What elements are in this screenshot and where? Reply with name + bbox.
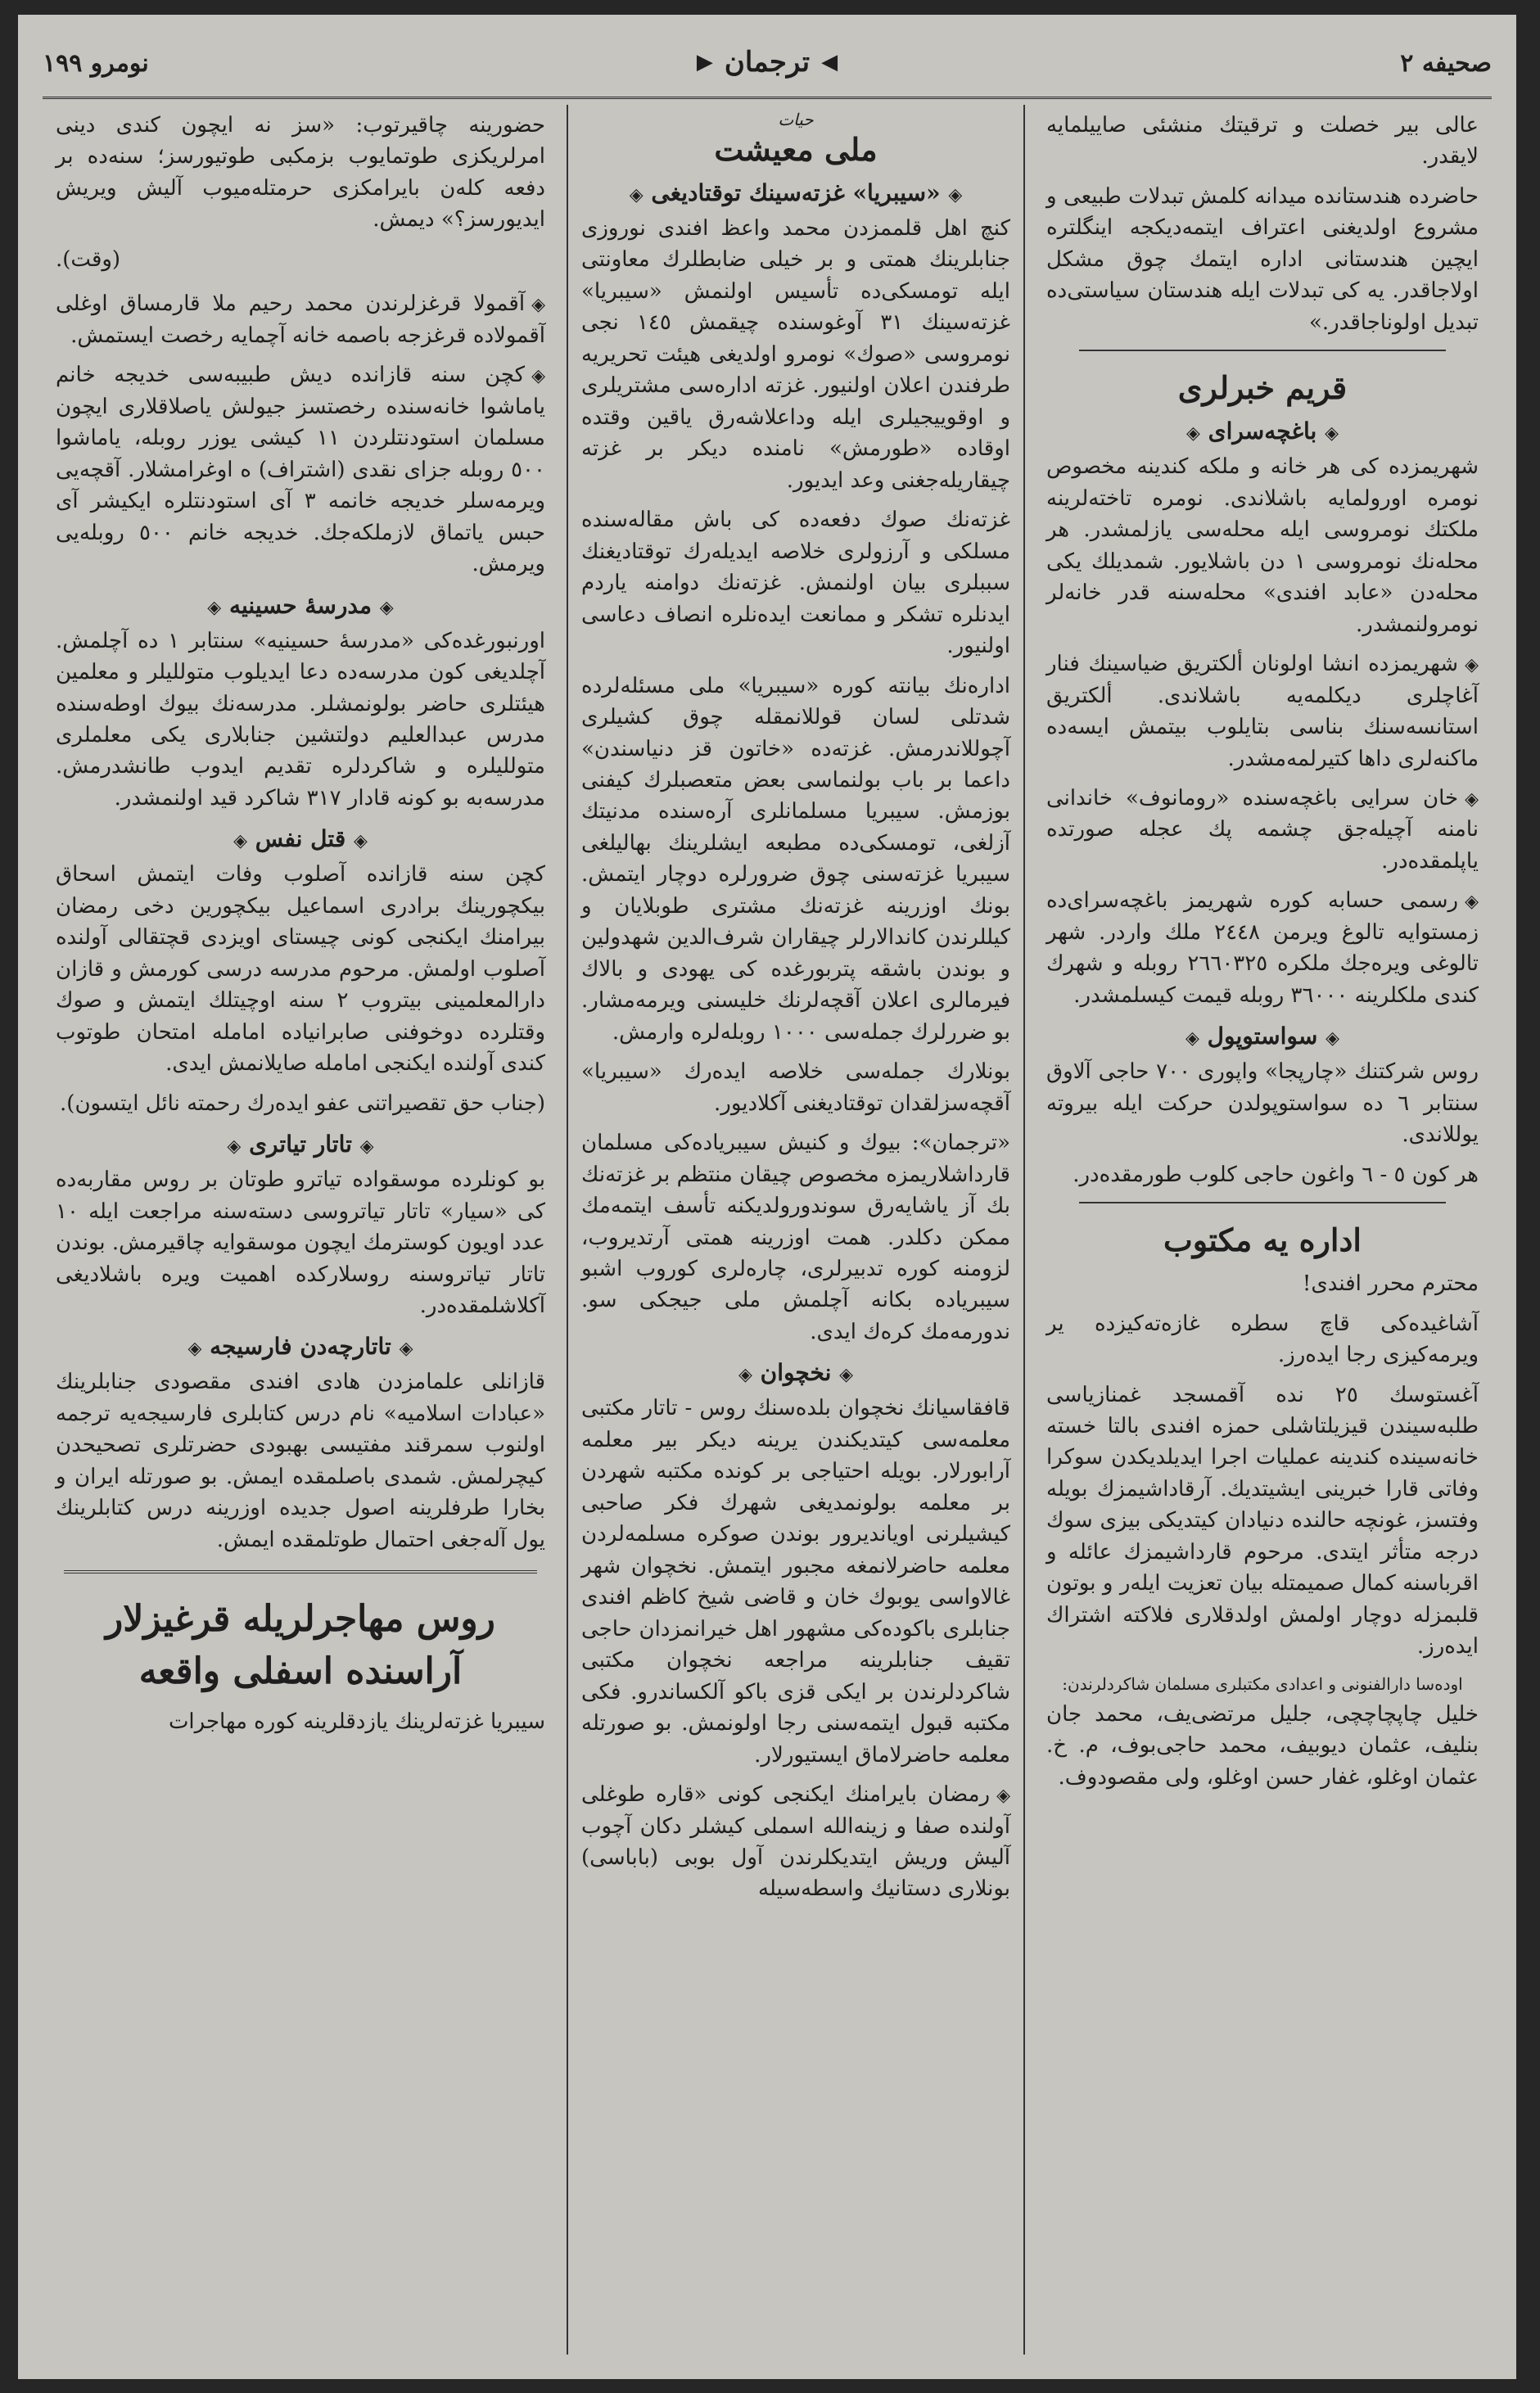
ornament-icon: ◈ (353, 830, 368, 852)
ornament-icon: ◈ (1325, 422, 1339, 445)
ornament-icon: ◈ (227, 1136, 242, 1158)
paragraph: حاضرده هندستانده میدانه کلمش تبدلات طبیعی و مشروع اولدیغنی اعتراف ایتمه‌دیکجه اینگلتره ایچین هندستانی اداره ایتمك چوق مشکل اولاجاقدر. یه کی تبدلات ایله هندستان سیاستی‌ده تبدیل اولوناجاقدر.» (1046, 183, 1479, 335)
paragraph: قافقاسیانك نخچوان بلدەسنك روس - تاتار مکتبی معلمه‌سی کیتدیکندن یرینه دیکر بیر معلمه آرابورلار. بویله احتیاجی بر کونده مکتبه شهردن بر معلمه بولونمدیغی شهرك فکر صاحبی کیشیلرنی اویاندیرور بوندن صوکره مسلمه‌لردن معلمه حاضرلانمغه مجبور ایتمش. نخچوان شهر غالاواسی یوبوك خان و قاضی شیخ کاظم افندی جنابلری باکوده‌کی مشهور اهل خیرانمزدان حاجی تقیف جنابلرینه مراجعه نخچوان مکتبی شاکردلرندن بر ایکی قزی باکو آلکساندرو. فکی مکتبه قبول ایتمه‌سنی رجا اولونمش. بو صورتله معلمه حاضرلاماق ایستیورلار. (581, 1396, 1010, 1768)
arrow-right-ornament-icon: ◀ (821, 50, 838, 74)
paper-title (697, 46, 838, 79)
subheading: ◈ تاتار تیاتری ◈ (227, 1131, 374, 1158)
ornament-icon: ◈ (531, 366, 545, 387)
ornament-icon: ◈ (1465, 892, 1479, 913)
subheading: ◈ سواستوپول ◈ (1185, 1023, 1340, 1050)
ornament-icon: ◈ (399, 1338, 413, 1360)
section-heading: اداره یه مکتوب (1163, 1221, 1362, 1259)
paragraph: «ترجمان»: بیوك و کنیش سیبریاده‌کی مسلمان قارداشلاریمزه مخصوص چیقان منتظم بر غزته‌نك بك آز یاشایه‌رق سوندورولدیکنه تأسف ایتمه‌مك ممکن دکلدر. همت اوزرینه همتی آرتدیروب، لزومنه کوره تدبیرلری، چاره‌لری کوروب اشبو سیبریاده بکانه آچلمش ملی جیجکی سو. ندورمه‌مك کرەك ایدی. (581, 1131, 1010, 1344)
ornament-icon: ◈ (207, 596, 222, 618)
signers-list: خلیل چاپچاچچی، جلیل مرتضی‌یف، محمد جان بنلیف، عثمان دیوبیف، محمد حاجی‌بوف، م. خ. عثمان اوغلو، غفار حسن اوغلو، ولی مقصودوف. (1046, 1701, 1479, 1790)
paragraph: آغستوسك ٢٥ نده آقمسجد غمنازیاسی طلبه‌سیندن قیزیلتاشلی حمزه افندی بالتا خسته خانه‌سینده کندینه عملیات اجرا ایدیلدیکدن سوکرا وفاتی قارا خبرینی ایشیتدیك. آرقاداشیمزك بویله وفتسز، غونچه حالنده دنیادان کیتدیکی بیزی سوك درجه متأثر ایتدی. مرحوم قارداشیمزك عائله و اقرباسنه کمال صمیمتله بیان تعزیت ایله‌ر و بوتون قلبمزله دوچار اولمش اولدقلاری فلاکته اشتراك ایدەرز. (1046, 1382, 1479, 1659)
paragraph: اداره‌نك بیانته کوره «سیبریا» ملی مسئله‌لرده شدتلی لسان قوللانمقله چوق کشیلری آچوللاندرمش. غزته‌ده «خاتون قز دنیاسندن» داعما بر باب بولنماسی بعض متعصبلرك کیفنی بوزمش. سیبریا مسلمانلری آره‌سنده مدنیتك آزلغی، تومسکی‌ده مطبعه ایشلرینك بهالیلغی سیبریا غزته‌سنی چوق ضرورلره دوچار ایتمش. بونك اوزرینه غزته‌نك مشتری طوبلایان و کیللرندن کاندالارلر چیقاران شرف‌الدین شهدولین و بوندن باشقه پتربورغده کی یهودی و بالاك فیرمالری اعلان آقچه‌لرنك خلیسنی ویرمه‌مشار. بو ضررلرك جمله‌سی ١٠٠٠ روبله‌لره وارمش. (581, 673, 1010, 1045)
paragraph: ◈شهریمزده انشا اولونان ألکتریق ضیاسینك فنار آغاچلری دیکلمه‌یه باشلاندی. ألکتریق استانسه‌سنك بناسی بتایلوب بیتمش ایسه‌ده ماکنه‌لری داها کتیرلمه‌مشدر. (1046, 652, 1479, 771)
subheading: ◈ تاتارچه‌دن فارسیجه ◈ (187, 1333, 413, 1361)
paragraph: (جناب حق تقصیراتنی عفو ایدەرك رحمته نائل ایتسون). (60, 1090, 545, 1116)
ornament-icon: ◈ (359, 1136, 374, 1158)
divider (1079, 1202, 1446, 1203)
left-column (43, 105, 558, 2355)
paragraph: کچن سنه قازانده آصلوب وفات ایتمش اسحاق بیکچورینك برادری اسماعیل بیکچورین دخی رمضان بیرامنك ایکنجی کونی چیستای اویزدی قچتقالی آولنده آصلوب اولمش. مرحوم مدرسه درسی کورمش و قازان دارالمعلمینی بیتروب ٢ سنه اوچیتلك ایتمش و صوك وقتلرده دوخوفنی صابرانیاده امامله امتحان طوتوب کندی آولنده ایکنجی امامله صایلانمش ایدی. (56, 862, 546, 1077)
ornament-icon: ◈ (948, 184, 963, 205)
ornament-icon: ◈ (1185, 422, 1200, 445)
subheading: ◈ باغچه‌سرای ◈ (1185, 418, 1339, 445)
paragraph: ◈کچن سنه قازانده دیش طبیبه‌سی خدیجه خانم یاماشوا خانه‌سنده رخصتسز جیولش یاصلاقلاری ایچون مسلمان استودنتلردن ١١ کیشی یوزر روبله، یاماشوا ٥٠٠ روبله جزای نقدی (اشتراف) ه اوغرامشلار. آقچه‌یی ویرمه‌سلر خدیجه خانمه ٣ آی استودنتلره ایکیشر آی حبس یاتماق لازملکه‌جك. خدیجه خانم ٥٠٠ روبله‌یی ویرمش. (56, 363, 545, 577)
paragraph: آشاغیده‌کی قاچ سطره غازه‌ته‌کیزده یر ویرمه‌کیزی رجا ایدەرز. (1046, 1311, 1479, 1368)
divider (1079, 350, 1446, 351)
paragraph: غزته‌نك صوك دفعه‌ده کی باش مقاله‌سنده مسلکی و آرزولری خلاصه ایدیله‌رك توقتادیغنك سببلری بیان اولنمش. غزته‌نك دوامنه یاردم ایدنلره تشکر و ممانعت ایدەنلره انصاف دعاسی اولنیور. (581, 508, 1010, 659)
subheading: ◈ «سیبریا» غزته‌سینك توقتادیغی ◈ (629, 179, 963, 206)
handwritten-note: حیات (778, 110, 814, 129)
paragraph: ◈خان سرایی باغچه‌سنده «رومانوف» خاندانی نامنه آچیله‌جق چشمه پك عجله صورتده یاپلمقده‌در. (1046, 785, 1479, 874)
ornament-icon: ◈ (996, 1786, 1010, 1807)
paragraph: قازانلی علمامزدن هادی افندی مقصودی جنابلرینك «عبادات اسلامیه» نام درس کتابلری فارسیجه‌یه ترجمه اولنوب سمرقند مفتیسی بهبودی حضرتلری تصحیحدن کیچرلمش. شمدی باصلمقده ایمش. بو صورتله ایران و بخارا طرفلرینه اصول جدیده اوزرینه درس کتابلرینك یول آله‌جغی احتمال طوتلمقده ایمش. (56, 1370, 545, 1552)
paragraph: محترم محرر افندی! (1302, 1271, 1479, 1297)
ornament-icon: ◈ (379, 596, 394, 618)
signers-label: اودەسا دارالفنونی و اعدادی مکتبلری مسلمان شاکردلرندن: (1062, 1673, 1463, 1694)
divider (64, 1570, 537, 1574)
ornament-icon: ◈ (233, 830, 248, 852)
ornament-icon: ◈ (531, 295, 545, 316)
ornament-icon: ◈ (1325, 1027, 1340, 1050)
ornament-icon: ◈ (1465, 655, 1479, 676)
paragraph: هر کون ٥ - ٦ واغون حاجی کلوب طورمقده‌در. (1073, 1162, 1479, 1187)
paragraph: سیبریا غزته‌لرینك یازدقلرینه کوره مهاجرات (168, 1709, 545, 1734)
paragraph: کنچ اهل قلممزدن محمد واعظ افندی نوروزی جنابلرینك همتی و بر خیلی ضابطلرك معاونتی ایله تومسکی‌ده تأسیس اولنمش «سیبریا» غزته‌سینك ٣١ آوغوسنده چیقمش ١٤٥ نجی نومروسی «صوك» نومرو اولدیغی هیئت تحریریه طرفندن اعلان اولنیور. غزته اداره‌سی مشتریلری و اوقوییجیلری ایله وداعلاشه‌رق یاقین وقتده اوقاده «طورمش» نامنده دیکر بر غزته چیقاریله‌جغنی وعد ایدیور. (581, 216, 1010, 493)
subheading: ◈ مدرسهٔ حسینیه ◈ (207, 591, 394, 619)
paragraph: حضورینه چاقیرتوب: «سز نه ایچون کندی دینی امرلریکزی طوتمایوب بزمکبی طوتیورسز؛ سنه‌ده بر دفعه کله‌ن بایرامکزی حرمتله‌میوب آلیش ویریش ایدیورسز؟» دیمش. (56, 113, 545, 233)
source-credit: (وقت). (56, 246, 121, 272)
paragraph: اورنبورغده‌کی «مدرسهٔ حسینیه» سنتابر ١ ده آچلمش. آچلدیغی کون مدرسه‌ده دعا ایدیلوب متوللیلر و معلمین هیئتلری حاضر بولونمشلر. مدرسه‌نك بیوك اوطه‌سنده مدرس عبدالعلیم دولتشین جنابلاری یکی معلملری متوللیلره و شاکردلره تقدیم ایدوب طانشدرمش. مدرسه‌به بو کونه قادار ٣١٧ شاکرد قید اولنمشدر. (56, 628, 545, 810)
right-column (1033, 105, 1492, 2355)
section-heading: ملی معیشت (714, 131, 878, 168)
paper-name: ترجمان (724, 46, 811, 79)
ornament-icon: ◈ (839, 1364, 854, 1386)
subheading: ◈ قتل نفس ◈ (233, 825, 368, 853)
paragraph: ◈رسمی حسابه کوره شهریمز باغچه‌سرای‌ده زمستوایه تالوغ ویرمن ٢٤٤٨ ملك واردر. شهر تالوغی ویره‌جك ملکره ٢٦٦٠٣٢٥ روبله و شهرك کندی ملکلرینه ٣٦٠٠٠ روبله قیمت کیسلمشدر. (1046, 888, 1479, 1008)
masthead (43, 39, 1492, 99)
ornament-icon: ◈ (629, 184, 644, 205)
arrow-left-ornament-icon: ▶ (696, 50, 713, 74)
ornament-icon: ◈ (1465, 788, 1479, 810)
ornament-icon: ◈ (187, 1338, 202, 1360)
paragraph: ◈رمضان بایرامنك ایکنجی کونی «قاره طوغلی آولنده صفا و زینه‌الله اسملی کیشلر دکان آچوب آلیش وریش ایتدیکلرندن آول بوبی (باباسی) بونلاری دستانیك واسطه‌سیله (581, 1782, 1010, 1902)
paragraph: عالی بیر خصلت و ترقیتك منشئی صاییلمایه لایقدر. (1046, 113, 1479, 169)
page-number: صحیفه ٢ (1400, 49, 1492, 78)
ornament-icon: ◈ (738, 1364, 752, 1386)
paragraph: شهریمزده کی هر خانه و ملکه کندینه مخصوص نومره اورولمایه باشلاندی. نومره تاختەلرینه ملکتك نومروسی ایله محله‌سی یازلمشدر. هر محله‌نك نومروسی ١ دن باشلایور. شمدیلك یکی محله‌دن «عابد افندی» محله‌سنه قدر خانه‌لر نومرولنمشدر. (1046, 454, 1479, 637)
ornament-icon: ◈ (1185, 1027, 1199, 1050)
paragraph: بو کونلرده موسقواده تیاترو طوتان بر روس مقاربه‌ده کی «سیار» تاتار تیاتروسی دسته‌سنه مراجعت ایله ١٠ عدد اویون کوسترمك ایچون موسقوایه چاقیرمش. بوندن تاتار تیاتروسنه روسلارکده اهمیت ویره باشلادیغی آکلاشلمقده‌در. (56, 1167, 545, 1318)
paragraph: ◈آقمولا قرغزلرندن محمد رحیم ملا قارمساق اوغلی آقمولاده قرغزجه باصمه خانه آچمایه رخصت ایستمش. (56, 291, 545, 348)
middle-column (567, 105, 1025, 2355)
section-heading: روس مهاجرلریله قرغیزلار آراسنده اسفلی واقعه (106, 1598, 495, 1693)
issue-number: نومرو ١٩٩ (43, 49, 149, 78)
newspaper-page (18, 15, 1516, 2379)
paragraph: روس شرکتنك «چارپجا» واپوری ٧٠٠ حاجی آلاوق سنتابر ٦ ده سواستوپولدن حرکت ایله بیروته یوللاندی. (1046, 1059, 1479, 1148)
paragraph: بونلارك جمله‌سی خلاصه ایدەرك «سیبریا» آقچه‌سزلقدان توقتادیغنی آکلادیور. (581, 1059, 1010, 1116)
subheading: ◈ نخچوان ◈ (738, 1359, 854, 1387)
section-heading: قریم خبرلری (1177, 369, 1348, 407)
